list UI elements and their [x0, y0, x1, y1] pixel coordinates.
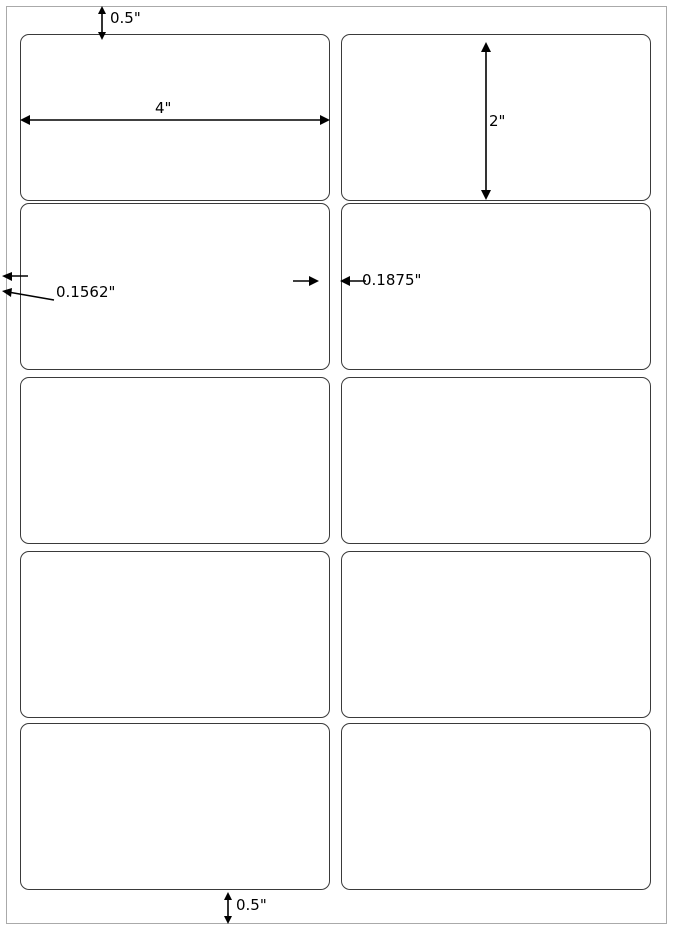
bottom-margin-arrow-icon: [218, 892, 238, 924]
label-r5c1: [20, 723, 330, 890]
label-r4c2: [341, 551, 651, 718]
bottom-margin-label: 0.5": [236, 896, 267, 914]
horizontal-gap-label: 0.1875": [362, 271, 422, 289]
label-width-label: 4": [155, 99, 172, 117]
label-width-arrow-icon: [20, 113, 330, 127]
label-r3c1: [20, 377, 330, 544]
left-margin-arrow-icon: [2, 272, 60, 306]
top-margin-arrow-icon: [92, 6, 112, 40]
label-r5c2: [341, 723, 651, 890]
label-r3c2: [341, 377, 651, 544]
label-r4c1: [20, 551, 330, 718]
gap-arrow-left-icon: [293, 275, 319, 287]
top-margin-label: 0.5": [110, 9, 141, 27]
left-margin-label: 0.1562": [56, 283, 116, 301]
label-height-label: 2": [489, 112, 506, 130]
